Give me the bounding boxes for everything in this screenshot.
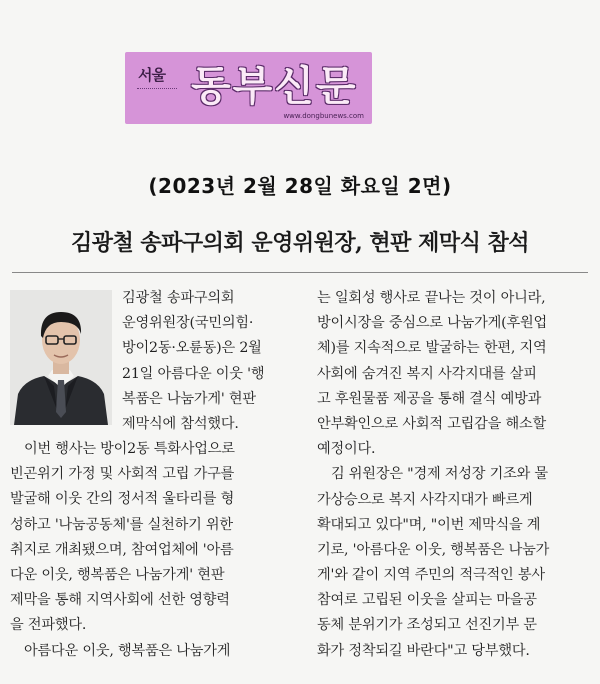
- article-line: 운영위원장(국민의힘·: [122, 315, 254, 332]
- article-line: 김광철 송파구의회: [122, 290, 235, 306]
- article-line: 기로, '아름다운 이웃, 행복품은 나눔가: [317, 541, 550, 558]
- masthead-tagline-decoration: [137, 88, 177, 92]
- article-line: 빈곤위기 가정 및 사회적 고립 가구를: [10, 466, 235, 483]
- article-line: 방이시장을 중심으로 나눔가게(후원업: [317, 315, 548, 332]
- article-line: 아름다운 이웃, 행복품은 나눔가게: [10, 642, 231, 659]
- publication-date: (2023년 2월 28일 화요일 2면): [148, 174, 452, 198]
- article-line: 21일 아름다운 이웃 '행: [122, 365, 265, 382]
- article-line: 는 일회성 행사로 끝나는 것이 아니라,: [317, 290, 546, 306]
- article-line: 발굴해 이웃 간의 정서적 울타리를 형: [10, 491, 235, 508]
- article-line: 화가 정착되길 바란다"고 당부했다.: [317, 642, 530, 659]
- portrait-photo: [10, 290, 112, 425]
- article-line: 체)를 지속적으로 발굴하는 한편, 지역: [317, 340, 547, 357]
- article-line: 예정이다.: [317, 441, 376, 458]
- masthead-name: 동부신문: [191, 62, 358, 110]
- article-line: 다운 이웃, 행복품은 나눔가게' 현판: [10, 566, 225, 583]
- masthead-url: www.dongbunews.com: [283, 112, 364, 120]
- article-line: 을 전파했다.: [10, 617, 87, 634]
- headline-divider: [12, 272, 588, 273]
- article-line: 사회에 숨겨진 복지 사각지대를 살피: [317, 365, 537, 382]
- masthead-region: 서울: [138, 66, 165, 84]
- article-line: 제막식에 참석했다.: [122, 415, 239, 432]
- article-line: 안부확인으로 사회적 고립감을 해소할: [317, 415, 547, 432]
- article-line: 가상승으로 복지 사각지대가 빠르게: [317, 491, 533, 508]
- article-line: 복품은 나눔가게' 현판: [122, 390, 256, 407]
- article-line: 이번 행사는 방이2동 특화사업으로: [10, 441, 235, 457]
- article-line: 동체 분위기가 조성되고 선진기부 문: [317, 617, 537, 634]
- article-column-left-bottom: [10, 437, 294, 664]
- article-column-right: [317, 286, 589, 664]
- newspaper-masthead: [125, 52, 372, 124]
- article-line: 확대되고 있다"며, "이번 제막식을 계: [317, 516, 541, 533]
- article-line: 고 후원물품 제공을 통해 결식 예방과: [317, 390, 542, 407]
- article-headline: 김광철 송파구의회 운영위원장, 현판 제막식 참석: [71, 230, 529, 256]
- article-line: 참여로 고립된 이웃을 살피는 마을공: [317, 592, 537, 609]
- article-line: 게'와 같이 지역 주민의 적극적인 봉사: [317, 567, 545, 584]
- article-column-left-top: [122, 286, 292, 437]
- article-line: 성하고 '나눔공동체'를 실천하기 위한: [10, 516, 233, 533]
- portrait-image: [10, 290, 112, 425]
- article-line: 취지로 개최됐으며, 참여업체에 '아름: [10, 541, 234, 558]
- article-line: 제막을 통해 지역사회에 선한 영향력: [10, 592, 230, 609]
- article-line: 김 위원장은 "경제 저성장 기조와 물: [317, 466, 548, 483]
- article-line: 방이2동·오륜동)은 2월: [122, 340, 262, 357]
